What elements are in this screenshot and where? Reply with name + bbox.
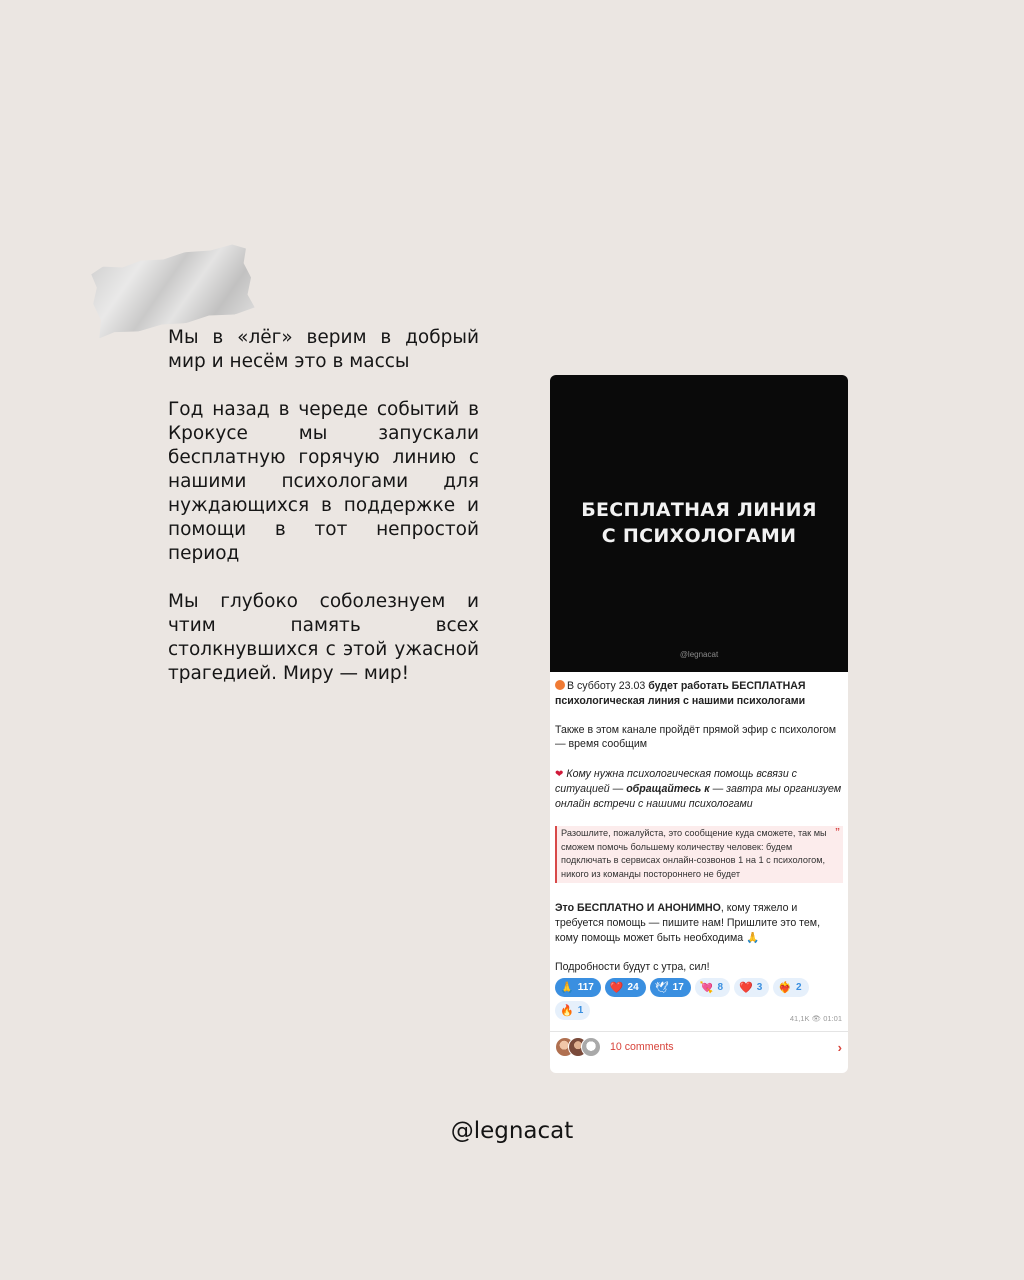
post-quote: Разошлите, пожалуйста, это сообщение куда сможете, так мы сможем помочь большему количеству человек: будем подключать в сервисах онлайн-созвонов 1 на 1 с психологом, никого из команды постороннего не будет ” — [555, 826, 843, 883]
intro-text — [168, 326, 479, 710]
comments-link[interactable] — [550, 1032, 848, 1062]
post-paragraph-3: ❤ Кому нужна психологическая помощь всвязи с ситуацией — обращайтесь к — завтра мы организуем онлайн встречи с нашими психологами — [555, 767, 842, 810]
post-paragraph-1: В субботу 23.03 будет работать БЕСПЛАТНАЯ психологическая линия с нашими психологами — [555, 680, 806, 707]
reaction-fire[interactable]: 🔥 1 — [555, 1001, 590, 1020]
post-time: 01:01 — [823, 1014, 842, 1024]
post-paragraph-5: Это БЕСПЛАТНО И АНОНИМНО, кому тяжело и требуется помощь — пишите нам! Пришлите это тем, кому помощь может быть необходима 🙏 — [555, 902, 821, 944]
reaction-heart-fire[interactable]: ❤️‍🔥 2 — [773, 978, 808, 997]
chevron-right-icon: › — [837, 1039, 842, 1055]
avatar — [581, 1037, 601, 1057]
image-headline — [550, 497, 848, 549]
reaction-heart-2[interactable]: ❤️ 3 — [734, 978, 769, 997]
post-image — [550, 375, 848, 672]
heart-on-fire-icon: ❤️‍🔥 — [778, 982, 792, 995]
eye-icon: 👁 — [811, 1014, 822, 1024]
heart-arrow-icon: 💘 — [699, 982, 714, 995]
reaction-heart-arrow[interactable]: 💘 8 — [695, 978, 730, 997]
post-paragraph-6: Подробности будут с утра, сил! — [555, 960, 710, 973]
fire-icon: 🔥 — [560, 1005, 574, 1018]
intro-paragraph-3: Мы глубоко соболезнуем и чтим память всех столкнувшихся с этой ужасной трагедией. Миру — мир! — [168, 591, 479, 684]
image-headline-line2: С ПСИХОЛОГАМИ — [601, 525, 797, 547]
heart-icon: ❤ — [555, 768, 564, 780]
heart-icon: ❤️ — [739, 982, 753, 995]
praying-hands-icon: 🙏 — [746, 931, 760, 944]
image-watermark: @legnacat — [679, 650, 719, 659]
post-meta — [550, 1012, 848, 1023]
reaction-heart[interactable]: ❤️ 24 — [605, 978, 646, 997]
commenter-avatars — [555, 1037, 594, 1057]
orange-circle-icon — [555, 680, 565, 690]
post-body — [550, 672, 848, 974]
reaction-dove[interactable]: 🕊 17 — [650, 978, 691, 997]
dove-icon: 🕊 — [654, 982, 669, 995]
image-headline-line1: БЕСПЛАТНАЯ ЛИНИЯ — [581, 499, 817, 521]
intro-paragraph-2: Год назад в череде событий в Крокусе мы запускали бесплатную горячую линию с нашими психологами для нуждающихся в поддержке и помощи в тот непростой период — [168, 399, 479, 564]
reaction-pray[interactable]: 🙏 117 — [555, 978, 601, 997]
tape-decoration — [87, 242, 257, 339]
quote-mark-icon: ” — [835, 826, 840, 838]
intro-paragraph-1: Мы в «лёг» верим в добрый мир и несём это в массы — [168, 327, 479, 372]
telegram-post-card — [550, 375, 848, 1073]
heart-icon: ❤️ — [609, 982, 624, 995]
praying-hands-icon: 🙏 — [560, 982, 574, 995]
post-paragraph-2: Также в этом канале пройдёт прямой эфир с психологом — время сообщим — [555, 723, 837, 751]
comments-label: 10 comments — [610, 1041, 674, 1054]
author-handle: @legnacat — [450, 1118, 574, 1144]
views-count: 41,1K — [789, 1014, 810, 1024]
